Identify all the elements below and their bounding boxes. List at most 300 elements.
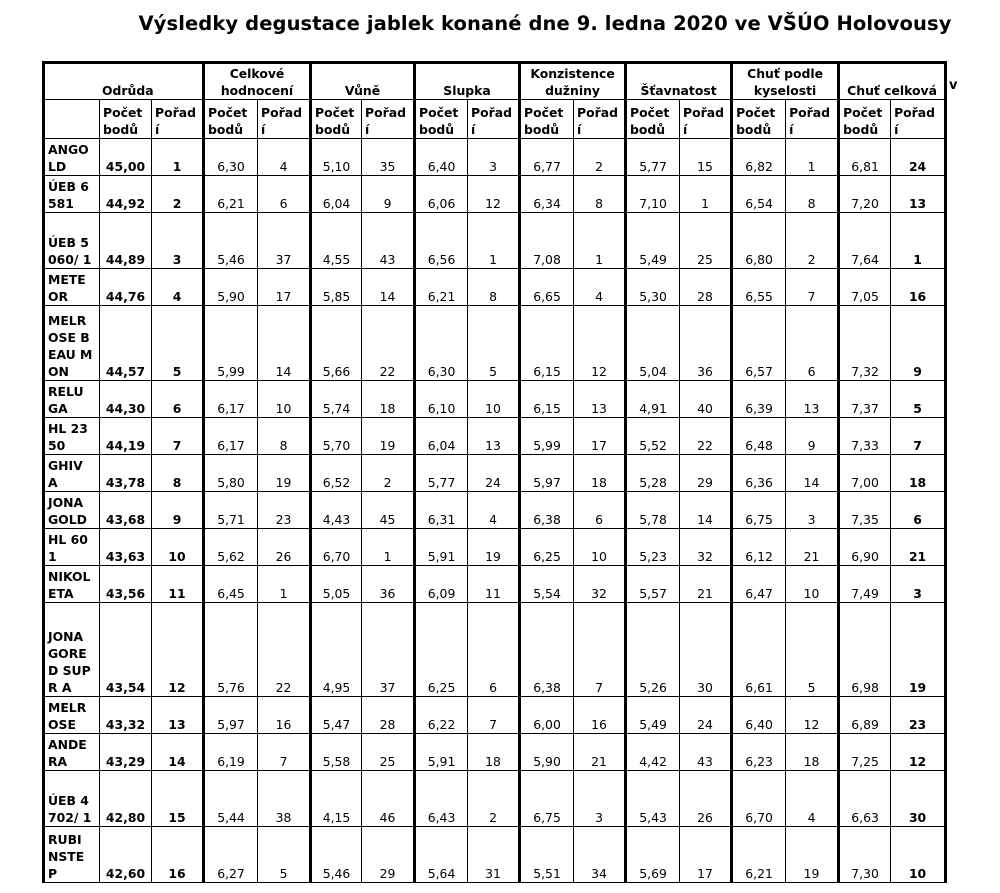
rank-cell: 19 [468,529,520,566]
rank-cell: 3 [574,771,626,827]
score-cell: 7,30 [839,827,891,883]
table-row [44,139,946,176]
rank-cell: 14 [258,306,311,381]
rank-cell: 26 [680,771,732,827]
subheader-pocet-bodu: Počet bodů [520,100,574,139]
score-cell: 6,90 [839,529,891,566]
subheader-pocet-bodu: Počet bodů [415,100,468,139]
table-row [44,697,946,734]
score-cell: 7,08 [520,213,574,269]
score-cell: 5,85 [311,269,362,306]
total-points: 43,29 [100,734,152,771]
rank-cell: 4 [786,771,839,827]
total-points: 43,68 [100,492,152,529]
total-points: 42,60 [100,827,152,883]
score-cell: 5,74 [311,381,362,418]
rank-cell: 28 [680,269,732,306]
score-cell: 6,47 [732,566,786,603]
score-cell: 5,90 [204,269,258,306]
score-cell: 6,77 [520,139,574,176]
rank-cell: 31 [468,827,520,883]
overall-rank: 15 [152,771,204,827]
rank-cell: 5 [258,827,311,883]
subheader-pocet-bodu: Počet bodů [626,100,680,139]
score-cell: 6,81 [839,139,891,176]
score-cell: 6,39 [732,381,786,418]
score-cell: 6,56 [415,213,468,269]
overall-rank: 12 [152,603,204,697]
score-cell: 6,21 [204,176,258,213]
score-cell: 7,00 [839,455,891,492]
variety-name: ÚEB 4702/ 1 [44,771,100,827]
total-points: 44,57 [100,306,152,381]
total-points: 43,56 [100,566,152,603]
rank-cell: 9 [891,306,946,381]
table-row [44,492,946,529]
score-cell: 4,15 [311,771,362,827]
subheader-pocet-bodu: Počet bodů [839,100,891,139]
score-cell: 6,31 [415,492,468,529]
overall-rank: 2 [152,176,204,213]
overall-rank: 11 [152,566,204,603]
score-cell: 5,51 [520,827,574,883]
total-points: 44,30 [100,381,152,418]
rank-cell: 30 [891,771,946,827]
score-cell: 5,49 [626,213,680,269]
score-cell: 6,04 [311,176,362,213]
subheader-pocet-bodu: Počet bodů [204,100,258,139]
variety-name: ÚEB 6581 [44,176,100,213]
subheader-pocet-bodu: Počet bodů [311,100,362,139]
score-cell: 6,15 [520,306,574,381]
overall-rank: 13 [152,697,204,734]
score-cell: 6,17 [204,381,258,418]
score-cell: 5,76 [204,603,258,697]
subheader-poradi: Pořad í [786,100,839,139]
score-cell: 5,70 [311,418,362,455]
score-cell: 6,61 [732,603,786,697]
score-cell: 6,82 [732,139,786,176]
score-cell: 6,15 [520,381,574,418]
rank-cell: 18 [786,734,839,771]
rank-cell: 18 [362,381,415,418]
overall-rank: 7 [152,418,204,455]
score-cell: 6,30 [415,306,468,381]
rank-cell: 7 [258,734,311,771]
total-points: 43,32 [100,697,152,734]
rank-cell: 6 [468,603,520,697]
rank-cell: 22 [362,306,415,381]
score-cell: 7,37 [839,381,891,418]
rank-cell: 14 [786,455,839,492]
rank-cell: 5 [891,381,946,418]
rank-cell: 21 [680,566,732,603]
rank-cell: 36 [362,566,415,603]
score-cell: 6,19 [204,734,258,771]
rank-cell: 7 [574,603,626,697]
score-cell: 4,95 [311,603,362,697]
header-vune: Vůně [311,63,415,100]
rank-cell: 24 [680,697,732,734]
subheader-pocet-bodu: Počet bodů [100,100,152,139]
score-cell: 6,04 [415,418,468,455]
rank-cell: 25 [362,734,415,771]
header-sub-row [44,100,946,139]
rank-cell: 18 [891,455,946,492]
variety-name: RUBI NSTE P [44,827,100,883]
score-cell: 5,58 [311,734,362,771]
total-points: 45,00 [100,139,152,176]
rank-cell: 4 [468,492,520,529]
score-cell: 6,21 [415,269,468,306]
table-row [44,529,946,566]
rank-cell: 16 [574,697,626,734]
rank-cell: 12 [891,734,946,771]
score-cell: 6,45 [204,566,258,603]
score-cell: 5,62 [204,529,258,566]
rank-cell: 34 [574,827,626,883]
score-cell: 6,38 [520,603,574,697]
score-cell: 7,20 [839,176,891,213]
rank-cell: 1 [362,529,415,566]
score-cell: 5,44 [204,771,258,827]
rank-cell: 6 [574,492,626,529]
score-cell: 6,63 [839,771,891,827]
overall-rank: 6 [152,381,204,418]
score-cell: 4,43 [311,492,362,529]
rank-cell: 7 [786,269,839,306]
overall-rank: 8 [152,455,204,492]
rank-cell: 46 [362,771,415,827]
score-cell: 5,49 [626,697,680,734]
score-cell: 7,10 [626,176,680,213]
rank-cell: 8 [786,176,839,213]
table-row [44,176,946,213]
score-cell: 5,26 [626,603,680,697]
score-cell: 5,97 [204,697,258,734]
table-row [44,734,946,771]
score-cell: 7,25 [839,734,891,771]
rank-cell: 10 [468,381,520,418]
score-cell: 6,34 [520,176,574,213]
overall-rank: 9 [152,492,204,529]
rank-cell: 2 [786,213,839,269]
results-table [42,61,947,883]
variety-name: HL 2350 [44,418,100,455]
rank-cell: 36 [680,306,732,381]
rank-cell: 16 [891,269,946,306]
rank-cell: 15 [680,139,732,176]
rank-cell: 1 [574,213,626,269]
score-cell: 6,80 [732,213,786,269]
header-chut-celkova: Chuť celková [839,63,946,100]
score-cell: 5,77 [415,455,468,492]
subheader-pocet-bodu: Počet bodů [732,100,786,139]
rank-cell: 24 [468,455,520,492]
score-cell: 6,10 [415,381,468,418]
variety-name: NIKOL ETA [44,566,100,603]
subheader-poradi: Pořad í [891,100,946,139]
variety-name: ÚEB 5060/ 1 [44,213,100,269]
rank-cell: 12 [468,176,520,213]
score-cell: 6,40 [732,697,786,734]
rank-cell: 10 [891,827,946,883]
rank-cell: 26 [258,529,311,566]
score-cell: 5,23 [626,529,680,566]
rank-cell: 5 [786,603,839,697]
score-cell: 7,35 [839,492,891,529]
rank-cell: 40 [680,381,732,418]
rank-cell: 17 [574,418,626,455]
score-cell: 7,33 [839,418,891,455]
rank-cell: 19 [362,418,415,455]
subheader-poradi: Pořad í [468,100,520,139]
total-points: 44,92 [100,176,152,213]
header-group-row [44,63,946,100]
score-cell: 6,27 [204,827,258,883]
rank-cell: 21 [891,529,946,566]
rank-cell: 12 [574,306,626,381]
rank-cell: 1 [891,213,946,269]
rank-cell: 43 [680,734,732,771]
stray-character: v [949,78,958,93]
score-cell: 6,00 [520,697,574,734]
rank-cell: 3 [786,492,839,529]
rank-cell: 4 [574,269,626,306]
header-slupka: Slupka [415,63,520,100]
rank-cell: 2 [468,771,520,827]
rank-cell: 3 [891,566,946,603]
rank-cell: 17 [258,269,311,306]
score-cell: 5,97 [520,455,574,492]
score-cell: 5,91 [415,734,468,771]
score-cell: 4,55 [311,213,362,269]
score-cell: 5,57 [626,566,680,603]
variety-name: JONA GOLD [44,492,100,529]
rank-cell: 14 [680,492,732,529]
header-sub-blank [44,100,100,139]
score-cell: 5,69 [626,827,680,883]
score-cell: 5,43 [626,771,680,827]
rank-cell: 3 [468,139,520,176]
variety-name: ANDE RA [44,734,100,771]
score-cell: 6,55 [732,269,786,306]
total-points: 43,78 [100,455,152,492]
score-cell: 6,43 [415,771,468,827]
score-cell: 6,52 [311,455,362,492]
rank-cell: 1 [786,139,839,176]
score-cell: 6,89 [839,697,891,734]
score-cell: 6,70 [732,771,786,827]
rank-cell: 18 [574,455,626,492]
rank-cell: 21 [786,529,839,566]
rank-cell: 4 [258,139,311,176]
rank-cell: 22 [258,603,311,697]
variety-name: GHIV A [44,455,100,492]
score-cell: 5,66 [311,306,362,381]
subheader-poradi: Pořad í [680,100,732,139]
rank-cell: 12 [786,697,839,734]
header-stavnatost: Šťavnatost [626,63,732,100]
rank-cell: 30 [680,603,732,697]
rank-cell: 38 [258,771,311,827]
rank-cell: 24 [891,139,946,176]
variety-name: HL 601 [44,529,100,566]
variety-name: RELU GA [44,381,100,418]
score-cell: 6,09 [415,566,468,603]
score-cell: 5,99 [520,418,574,455]
overall-rank: 16 [152,827,204,883]
table-row [44,269,946,306]
score-cell: 5,78 [626,492,680,529]
variety-name: MELR OSE [44,697,100,734]
page-title: Výsledky degustace jablek konané dne 9. ledna 2020 ve VŠÚO Holovousy [138,12,952,35]
score-cell: 4,42 [626,734,680,771]
total-points: 43,63 [100,529,152,566]
rank-cell: 43 [362,213,415,269]
rank-cell: 7 [468,697,520,734]
rank-cell: 7 [891,418,946,455]
score-cell: 5,47 [311,697,362,734]
overall-rank: 1 [152,139,204,176]
overall-rank: 3 [152,213,204,269]
rank-cell: 9 [362,176,415,213]
rank-cell: 37 [258,213,311,269]
score-cell: 5,46 [204,213,258,269]
score-cell: 5,80 [204,455,258,492]
score-cell: 6,12 [732,529,786,566]
score-cell: 6,40 [415,139,468,176]
score-cell: 6,36 [732,455,786,492]
total-points: 42,80 [100,771,152,827]
score-cell: 6,70 [311,529,362,566]
rank-cell: 35 [362,139,415,176]
score-cell: 6,57 [732,306,786,381]
rank-cell: 19 [258,455,311,492]
rank-cell: 2 [574,139,626,176]
rank-cell: 37 [362,603,415,697]
subheader-poradi: Pořad í [258,100,311,139]
rank-cell: 6 [786,306,839,381]
rank-cell: 25 [680,213,732,269]
overall-rank: 5 [152,306,204,381]
table-row [44,418,946,455]
total-points: 44,89 [100,213,152,269]
rank-cell: 2 [362,455,415,492]
rank-cell: 10 [786,566,839,603]
rank-cell: 23 [258,492,311,529]
score-cell: 6,75 [732,492,786,529]
rank-cell: 21 [574,734,626,771]
score-cell: 5,90 [520,734,574,771]
rank-cell: 18 [468,734,520,771]
subheader-poradi: Pořad í [574,100,626,139]
overall-rank: 10 [152,529,204,566]
score-cell: 7,32 [839,306,891,381]
rank-cell: 22 [680,418,732,455]
rank-cell: 32 [574,566,626,603]
total-points: 44,76 [100,269,152,306]
score-cell: 6,25 [520,529,574,566]
score-cell: 7,64 [839,213,891,269]
score-cell: 6,48 [732,418,786,455]
rank-cell: 13 [574,381,626,418]
table-row [44,381,946,418]
rank-cell: 10 [574,529,626,566]
rank-cell: 9 [786,418,839,455]
score-cell: 7,05 [839,269,891,306]
overall-rank: 14 [152,734,204,771]
rank-cell: 1 [468,213,520,269]
table-row [44,827,946,883]
rank-cell: 28 [362,697,415,734]
rank-cell: 6 [891,492,946,529]
total-points: 43,54 [100,603,152,697]
table-row [44,213,946,269]
score-cell: 5,64 [415,827,468,883]
variety-name: JONA GORE D SUPR A [44,603,100,697]
score-cell: 6,38 [520,492,574,529]
score-cell: 5,91 [415,529,468,566]
variety-name: MELR OSE BEAU MON [44,306,100,381]
score-cell: 5,28 [626,455,680,492]
score-cell: 5,04 [626,306,680,381]
score-cell: 6,23 [732,734,786,771]
table-row [44,566,946,603]
rank-cell: 5 [468,306,520,381]
rank-cell: 13 [891,176,946,213]
rank-cell: 19 [786,827,839,883]
rank-cell: 13 [468,418,520,455]
rank-cell: 8 [468,269,520,306]
rank-cell: 23 [891,697,946,734]
rank-cell: 8 [574,176,626,213]
score-cell: 5,05 [311,566,362,603]
table-row [44,306,946,381]
rank-cell: 17 [680,827,732,883]
table-row [44,603,946,697]
score-cell: 6,22 [415,697,468,734]
rank-cell: 16 [258,697,311,734]
score-cell: 4,91 [626,381,680,418]
rank-cell: 1 [680,176,732,213]
score-cell: 5,52 [626,418,680,455]
rank-cell: 13 [786,381,839,418]
rank-cell: 19 [891,603,946,697]
score-cell: 5,54 [520,566,574,603]
score-cell: 6,54 [732,176,786,213]
score-cell: 6,98 [839,603,891,697]
score-cell: 6,30 [204,139,258,176]
header-konzistence: Konzistence dužniny [520,63,626,100]
table-row [44,455,946,492]
score-cell: 6,06 [415,176,468,213]
score-cell: 5,77 [626,139,680,176]
header-celkove: Celkové hodnocení [204,63,311,100]
rank-cell: 29 [680,455,732,492]
score-cell: 6,75 [520,771,574,827]
score-cell: 5,30 [626,269,680,306]
rank-cell: 29 [362,827,415,883]
score-cell: 6,65 [520,269,574,306]
rank-cell: 1 [258,566,311,603]
variety-name: METE OR [44,269,100,306]
score-cell: 6,25 [415,603,468,697]
score-cell: 5,99 [204,306,258,381]
rank-cell: 11 [468,566,520,603]
header-odruda: Odrůda [44,63,204,100]
rank-cell: 8 [258,418,311,455]
